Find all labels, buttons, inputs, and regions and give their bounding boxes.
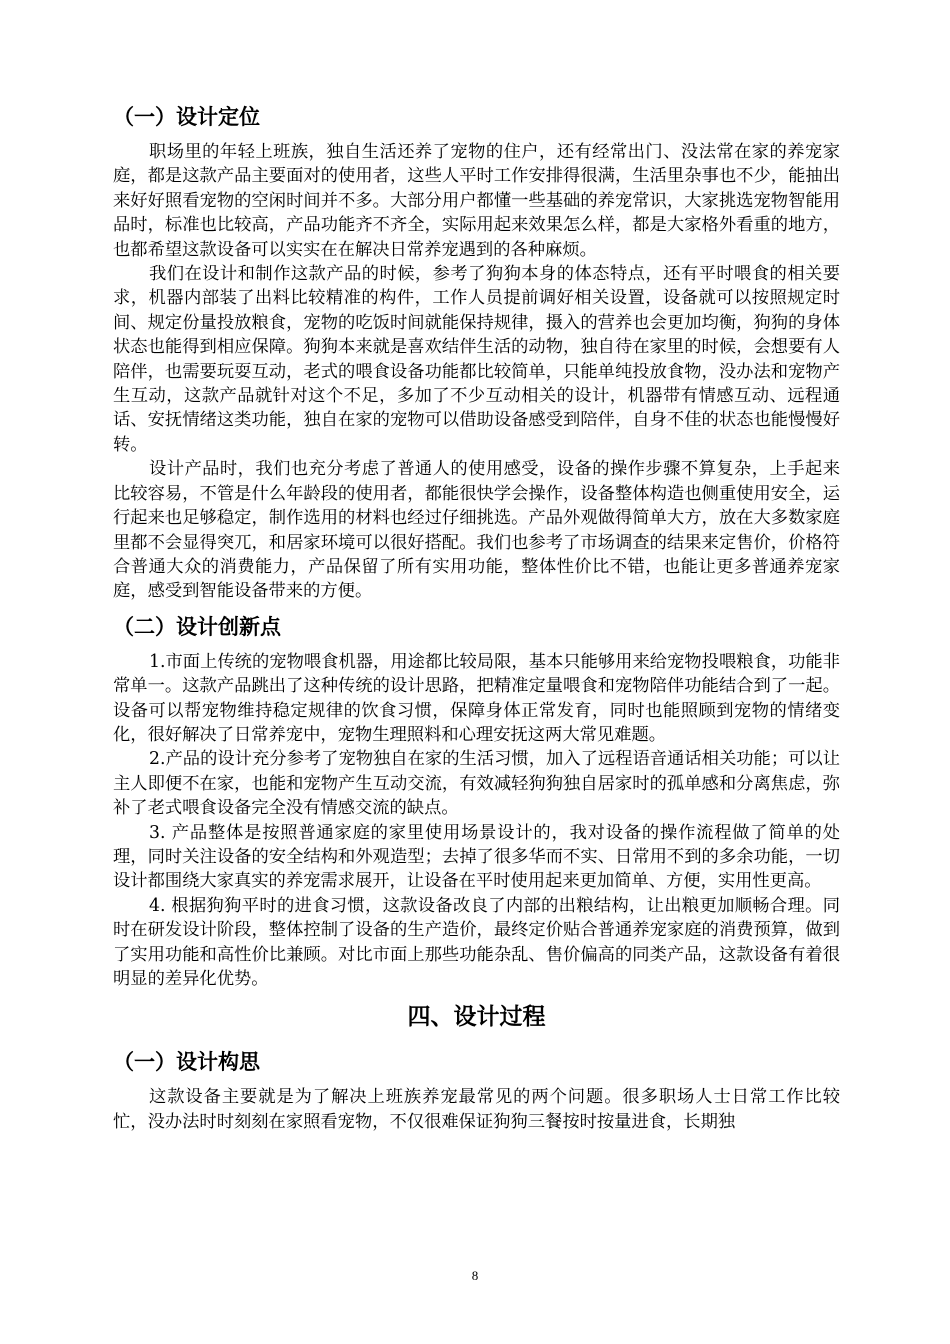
paragraph: 职场里的年轻上班族，独自生活还养了宠物的住户，还有经常出门、没法常在家的养宠家庭，都是这款产品主要面对的使用者，这些人平时工作安排得很满，生活里杂事也不少，能抽出来好好照看宠物的空闲时间并不多。大部分用户都懂一些基础的养宠常识，大家挑选宠物智能用品时，标准也比较高，产品功能齐不齐全，实际用起来效果怎么样，都是大家格外看重的地方，也都希望这款设备可以实实在在解决日常养宠遇到的各种麻烦。: [113, 142, 840, 260]
section-heading-innovation-points: （二）设计创新点: [113, 614, 281, 639]
paragraph: 2.产品的设计充分参考了宠物独自在家的生活习惯，加入了远程语音通话相关功能；可以让主人即便不在家，也能和宠物产生互动交流，有效减轻狗狗独自居家时的孤单感和分离焦虑，弥补了老式喂食设备完全没有情感交流的缺点。: [113, 749, 840, 819]
chapter-heading-design-process: 四、设计过程: [407, 1004, 546, 1031]
paragraph: 我们在设计和制作这款产品的时候，参考了狗狗本身的体态特点，还有平时喂食的相关要求，机器内部装了出料比较精准的构件，工作人员提前调好相关设置，设备就可以按照规定时间、规定份量投放粮食，宠物的吃饭时间就能保持规律，摄入的营养也会更加均衡，狗狗的身体状态也能得到相应保障。狗狗本来就是喜欢结伴生活的动物，独自待在家里的时候，会想要有人陪伴，也需要玩耍互动，老式的喂食设备功能都比较简单，只能单纯投放食物，没办法和宠物产生互动，这款产品就针对这个不足，多加了不少互动相关的设计，机器带有情感互动、远程通话、安抚情绪这类功能，独自在家的宠物可以借助设备感受到陪伴，自身不佳的状态也能慢慢好转。: [113, 264, 840, 455]
paragraph: 1.市面上传统的宠物喂食机器，用途都比较局限，基本只能够用来给宠物投喂粮食，功能非常单一。这款产品跳出了这种传统的设计思路，把精准定量喂食和宠物陪伴功能结合到了一起。设备可以帮宠物维持稳定规律的饮食习惯，保障身体正常发育，同时也能照顾到宠物的情绪变化，很好解决了日常养宠中，宠物生理照料和心理安抚这两大常见难题。: [113, 651, 840, 745]
paragraph: 这款设备主要就是为了解决上班族养宠最常见的两个问题。很多职场人士日常工作比较忙，没办法时时刻刻在家照看宠物，不仅很难保证狗狗三餐按时按量进食，长期独: [113, 1087, 840, 1132]
paragraph: 4. 根据狗狗平时的进食习惯，这款设备改良了内部的出粮结构，让出粮更加顺畅合理。同时在研发设计阶段，整体控制了设备的生产造价，最终定价贴合普通养宠家庭的消费预算，做到了实用功能和高性价比兼顾。对比市面上那些功能杂乱、售价偏高的同类产品，这款设备有着很明显的差异化优势。: [113, 895, 840, 989]
paragraph: 3. 产品整体是按照普通家庭的家里使用场景设计的，我对设备的操作流程做了简单的处理，同时关注设备的安全结构和外观造型；去掉了很多华而不实、日常用不到的多余功能，一切设计都围绕大家真实的养宠需求展开，让设备在平时使用起来更加简单、方便，实用性更高。: [113, 822, 840, 892]
page-body: [113, 100, 840, 1134]
page-number: 8: [471, 1268, 479, 1283]
section-heading-design-positioning: （一）设计定位: [113, 105, 260, 129]
paragraph: 设计产品时，我们也充分考虑了普通人的使用感受，设备的操作步骤不算复杂，上手起来比较容易，不管是什么年龄段的使用者，都能很快学会操作，设备整体构造也侧重使用安全，运行起来也足够稳定，制作选用的材料也经过仔细挑选。产品外观做得简单大方，放在大多数家庭里都不会显得突兀，和居家环境可以很好搭配。我们也参考了市场调查的结果来定售价，价格符合普通大众的消费能力，产品保留了所有实用功能，整体性价比不错，也能让更多普通养宠家庭，感受到智能设备带来的方便。: [113, 459, 840, 602]
section-heading-design-concept: （一）设计构思: [113, 1050, 260, 1075]
